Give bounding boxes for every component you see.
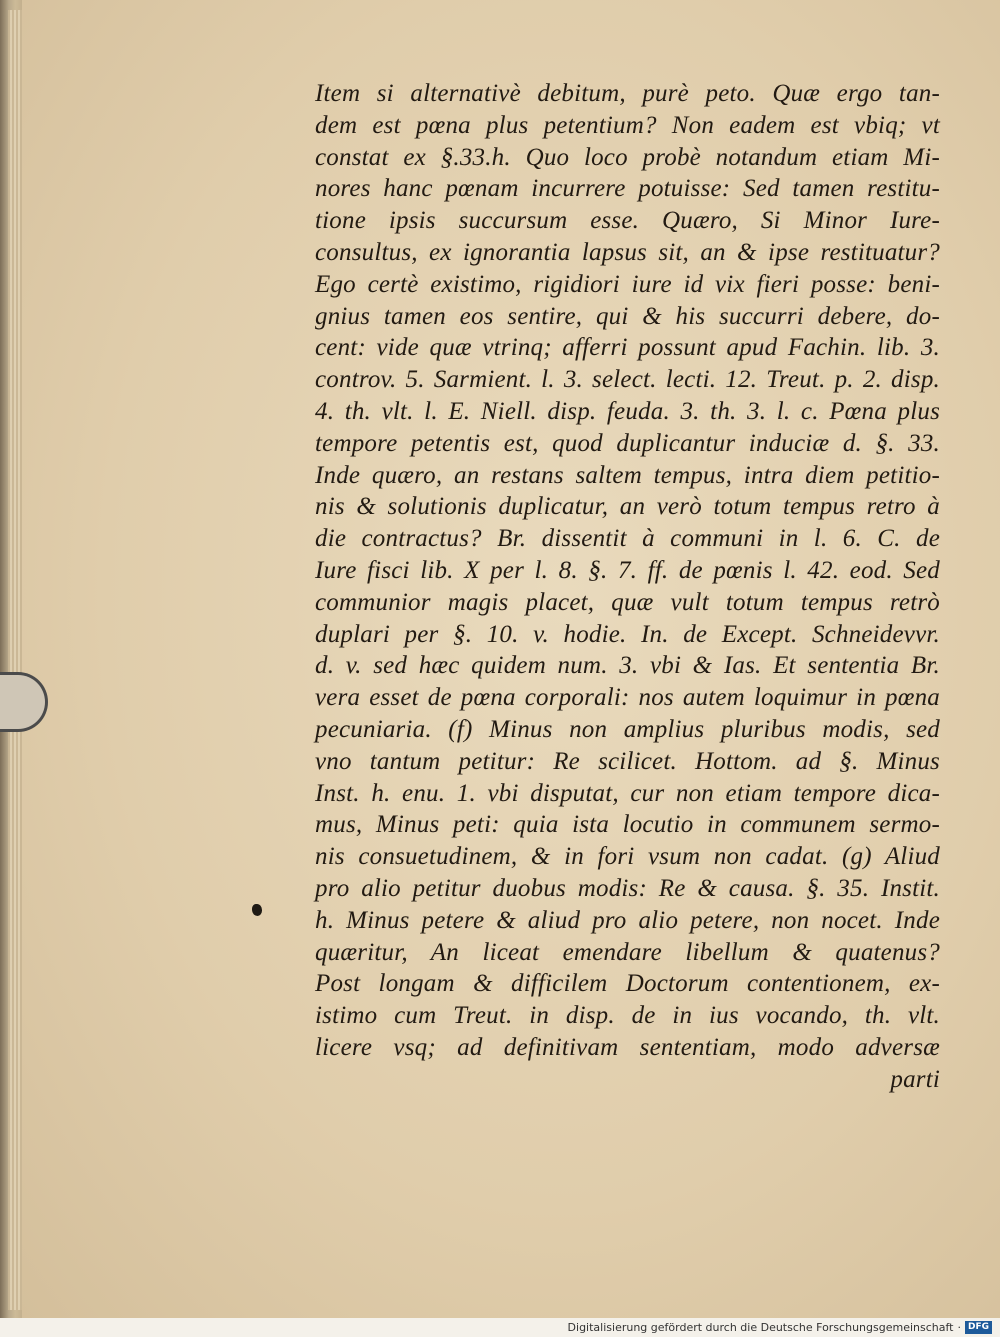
text-line: Inst. h. enu. 1. vbi disputat, cur non etiam tempore dica- xyxy=(315,779,940,807)
text-line: pecuniaria. (f) Minus non amplius pluribus modis, sed xyxy=(315,715,940,743)
text-line: licere vsq; ad definitivam sententiam, modo adversæ xyxy=(315,1033,940,1061)
text-line: 4. th. vlt. l. E. Niell. disp. feuda. 3. th. 3. l. c. Pœna plus xyxy=(315,397,940,425)
page-edges xyxy=(8,10,22,1310)
text-line: Inde quæro, an restans saltem tempus, intra diem petitio- xyxy=(315,461,940,489)
ink-smudge xyxy=(252,904,262,916)
text-line: dem est pœna plus petentium? Non eadem est vbiq; vt xyxy=(315,111,940,139)
text-line: nores hanc pœnam incurrere potuisse: Sed tamen restitu- xyxy=(315,175,940,203)
text-line: vera esset de pœna corporali: nos autem loquimur in pœna xyxy=(315,684,940,712)
catchword: parti xyxy=(890,1065,940,1093)
text-line: nis consuetudinem, & in fori vsum non cadat. (g) Aliud xyxy=(315,843,940,871)
text-line: quæritur, An liceat emendare libellum & quatenus? xyxy=(315,938,940,966)
text-line: pro alio petitur duobus modis: Re & causa. §. 35. Instit. xyxy=(315,874,940,902)
footer xyxy=(568,1318,992,1336)
text-line: d. v. sed hæc quidem num. 3. vbi & Ias. Et sententia Br. xyxy=(315,652,940,680)
text-line: consultus, ex ignorantia lapsus sit, an & ipse restituatur? xyxy=(315,238,940,266)
text-line: h. Minus petere & aliud pro alio petere, non nocet. Inde xyxy=(315,906,940,934)
text-line: controv. 5. Sarmient. l. 3. select. lecti. 12. Treut. p. 2. disp. xyxy=(315,366,940,394)
text-line: nis & solutionis duplicatur, an verò totum tempus retro à xyxy=(315,493,940,521)
text-line: vno tantum petitur: Re scilicet. Hottom. ad §. Minus xyxy=(315,747,940,775)
text-line: Ego certè existimo, rigidiori iure id vix fieri posse: beni- xyxy=(315,270,940,298)
text-line: istimo cum Treut. in disp. de in ius vocando, th. vlt. xyxy=(315,1002,940,1030)
text-line: gnius tamen eos sentire, qui & his succurri debere, do- xyxy=(315,302,940,330)
text-line: constat ex §.33.h. Quo loco probè notandum etiam Mi- xyxy=(315,143,940,171)
text-line: die contractus? Br. dissentit à communi in l. 6. C. de xyxy=(315,525,940,553)
text-line: duplari per §. 10. v. hodie. In. de Except. Schneidevvr. xyxy=(315,620,940,648)
text-line: Item si alternativè debitum, purè peto. Quæ ergo tan- xyxy=(315,80,940,107)
text-line: cent: vide quæ vtrinq; afferri possunt apud Fachin. lib. 3. xyxy=(315,334,940,362)
text-line: communior magis placet, quæ vult totum tempus retrò xyxy=(315,588,940,616)
dfg-logo-icon: DFG xyxy=(965,1321,992,1334)
text-line: Post longam & difficilem Doctorum contentionem, ex- xyxy=(315,970,940,998)
text-line: tempore petentis est, quod duplicantur induciæ d. §. 33. xyxy=(315,429,940,457)
text-line: Iure fisci lib. X per l. 8. §. 7. ff. de pœnis l. 42. eod. Sed xyxy=(315,556,940,584)
page-text xyxy=(315,78,940,1096)
text-line: mus, Minus peti: quia ista locutio in communem sermo- xyxy=(315,811,940,839)
text-line: tione ipsis succursum esse. Quæro, Si Minor Iure- xyxy=(315,207,940,235)
footer-credit: Digitalisierung gefördert durch die Deutsche Forschungsgemeinschaft xyxy=(567,1320,954,1334)
footer-separator: · xyxy=(957,1320,961,1334)
